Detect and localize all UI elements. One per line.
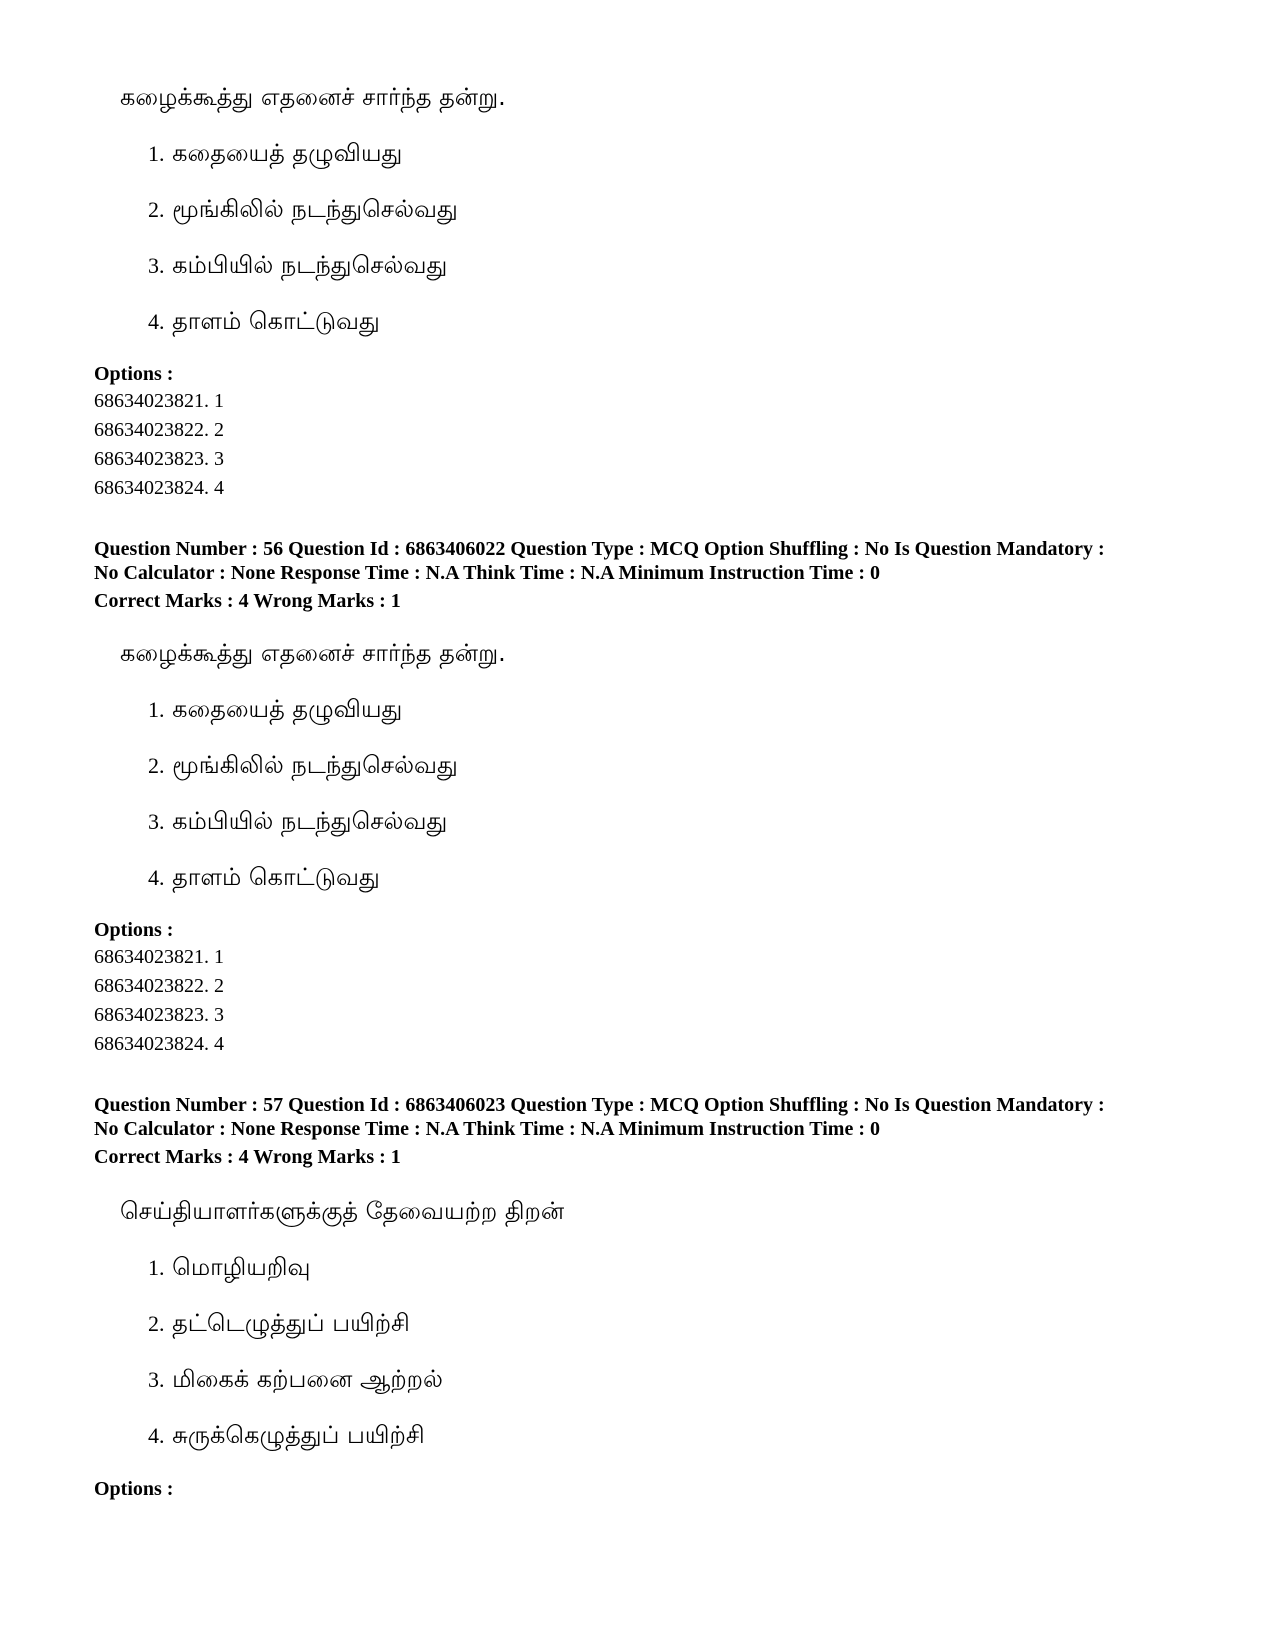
choice-text: கதையைத் தழுவியது xyxy=(172,695,403,723)
question-choice xyxy=(148,1252,311,1283)
options-heading: Options : xyxy=(94,919,174,941)
choice-number: 4. xyxy=(148,865,165,890)
option-item: 68634023822. 2 xyxy=(94,419,224,441)
question-marks: Correct Marks : 4 Wrong Marks : 1 xyxy=(94,1146,401,1168)
options-list xyxy=(94,387,224,503)
question-choice xyxy=(148,806,447,837)
choice-text: தாளம் கொட்டுவது xyxy=(172,863,380,891)
choice-text: மொழியறிவு xyxy=(172,1253,311,1281)
question-meta-line: Question Number : 57 Question Id : 6863406023 Question Type : MCQ Option Shuffling : No Is Question Mandatory : xyxy=(94,1094,1105,1116)
choice-number: 3. xyxy=(148,1367,165,1392)
choice-text: தாளம் கொட்டுவது xyxy=(172,307,380,335)
question-meta-line: No Calculator : None Response Time : N.A Think Time : N.A Minimum Instruction Time : 0 xyxy=(94,1118,880,1140)
option-item: 68634023823. 3 xyxy=(94,448,224,470)
question-choice xyxy=(148,250,447,281)
question-stem: கழைக்கூத்து எதனைச் சார்ந்த தன்று. xyxy=(120,639,506,667)
question-choice xyxy=(148,1420,425,1451)
question-choice xyxy=(148,1364,443,1395)
choice-text: மூங்கிலில் நடந்துசெல்வது xyxy=(172,195,458,223)
question-stem: கழைக்கூத்து எதனைச் சார்ந்த தன்று. xyxy=(120,83,506,111)
option-item: 68634023823. 3 xyxy=(94,1004,224,1026)
choice-text: மூங்கிலில் நடந்துசெல்வது xyxy=(172,751,458,779)
option-item: 68634023821. 1 xyxy=(94,946,224,968)
choice-text: கம்பியில் நடந்துசெல்வது xyxy=(172,807,448,835)
option-item: 68634023822. 2 xyxy=(94,975,224,997)
option-item: 68634023824. 4 xyxy=(94,1033,224,1055)
question-choice xyxy=(148,306,380,337)
question-choice xyxy=(148,138,402,169)
question-choice xyxy=(148,862,380,893)
choice-text: சுருக்கெழுத்துப் பயிற்சி xyxy=(172,1421,425,1449)
choice-text: தட்டெழுத்துப் பயிற்சி xyxy=(172,1309,410,1337)
question-meta-line: Question Number : 56 Question Id : 6863406022 Question Type : MCQ Option Shuffling : No Is Question Mandatory : xyxy=(94,538,1105,560)
choice-text: கதையைத் தழுவியது xyxy=(172,139,403,167)
option-item: 68634023821. 1 xyxy=(94,390,224,412)
options-list xyxy=(94,943,224,1059)
options-heading: Options : xyxy=(94,363,174,385)
question-stem: செய்தியாளர்களுக்குத் தேவையற்ற திறன் xyxy=(120,1197,565,1225)
question-meta xyxy=(94,537,1194,585)
choice-number: 2. xyxy=(148,1311,165,1336)
question-choice xyxy=(148,694,402,725)
question-meta-line: No Calculator : None Response Time : N.A Think Time : N.A Minimum Instruction Time : 0 xyxy=(94,562,880,584)
choice-number: 1. xyxy=(148,697,165,722)
choice-text: கம்பியில் நடந்துசெல்வது xyxy=(172,251,448,279)
choice-number: 2. xyxy=(148,197,165,222)
question-choice xyxy=(148,1308,410,1339)
choice-text: மிகைக் கற்பனை ஆற்றல் xyxy=(172,1365,443,1393)
choice-number: 4. xyxy=(148,309,165,334)
option-item: 68634023824. 4 xyxy=(94,477,224,499)
question-choice xyxy=(148,750,458,781)
question-choice xyxy=(148,194,458,225)
choice-number: 1. xyxy=(148,141,165,166)
question-meta xyxy=(94,1093,1194,1141)
options-heading: Options : xyxy=(94,1478,174,1500)
question-marks: Correct Marks : 4 Wrong Marks : 1 xyxy=(94,590,401,612)
choice-number: 4. xyxy=(148,1423,165,1448)
choice-number: 3. xyxy=(148,809,165,834)
choice-number: 1. xyxy=(148,1255,165,1280)
choice-number: 2. xyxy=(148,753,165,778)
choice-number: 3. xyxy=(148,253,165,278)
